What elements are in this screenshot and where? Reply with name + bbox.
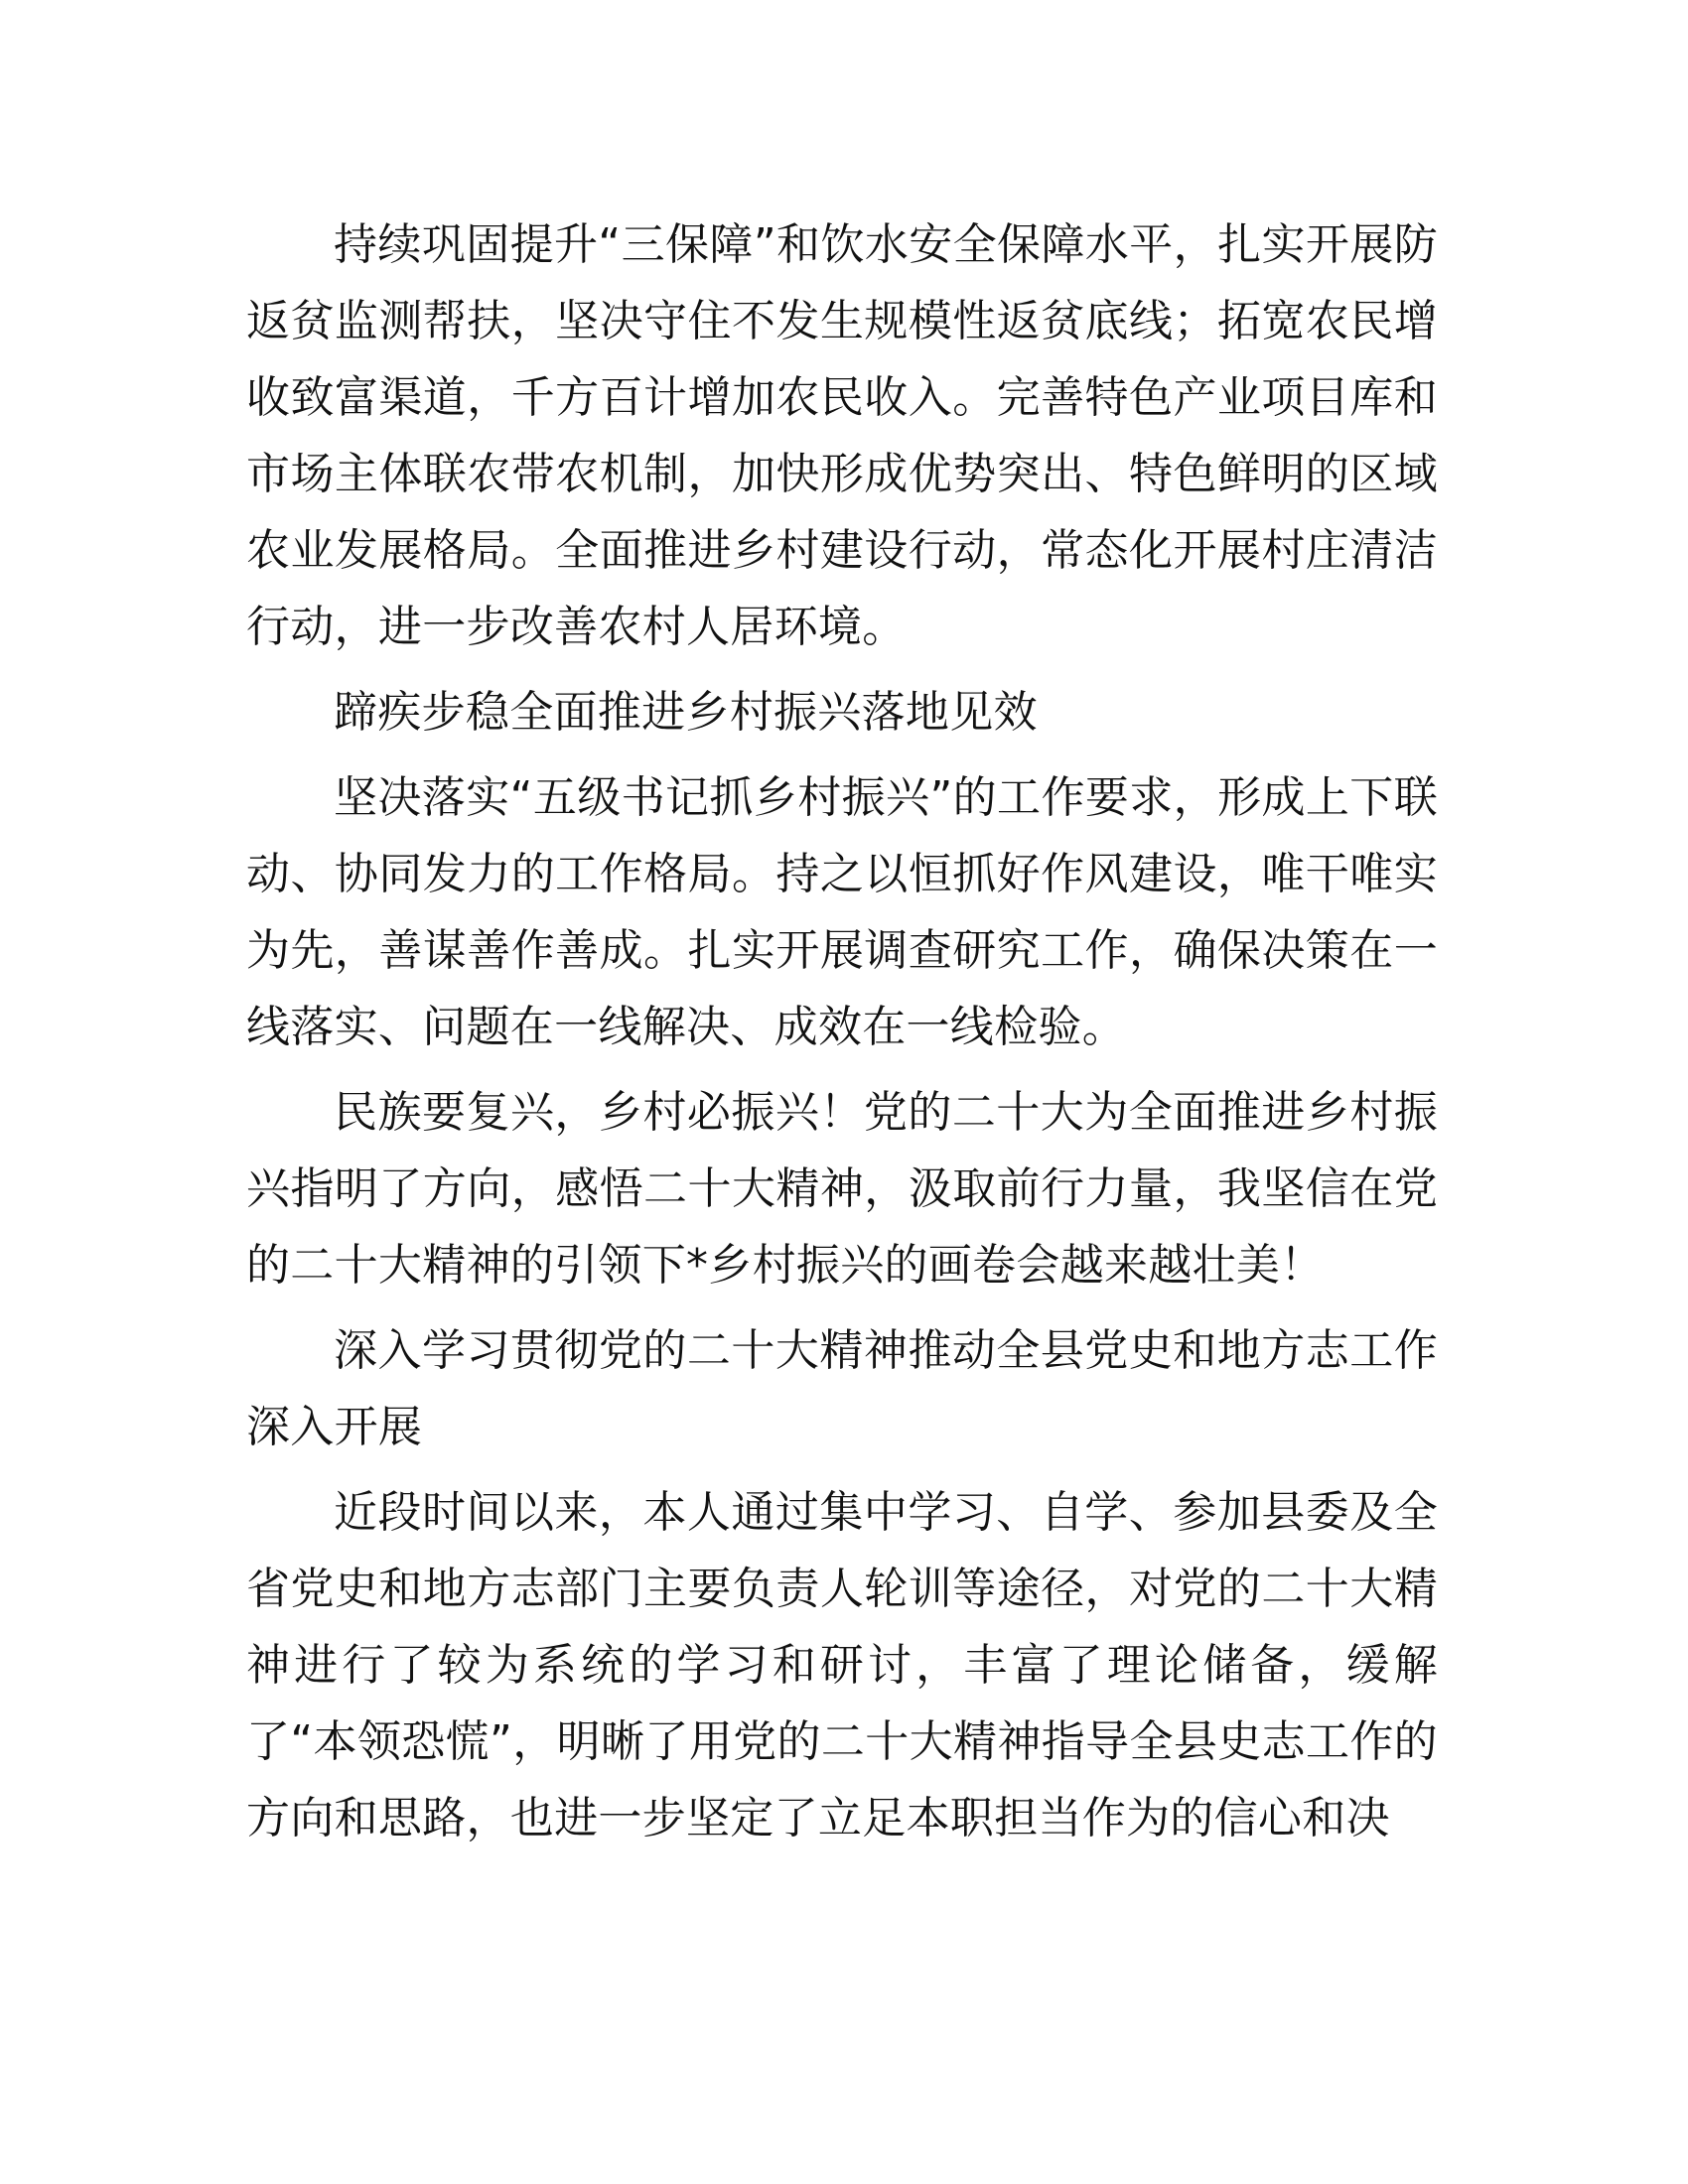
section-heading-rural-revitalization: 蹄疾步稳全面推进乡村振兴落地见效 <box>334 687 1038 738</box>
paragraph-five-level-secretaries: 坚决落实“五级书记抓乡村振兴”的工作要求，形成上下联动、协同发力的工作格局。持之以恒抓好作风建设，唯干唯实为先，善谋善作善成。扎实开展调查研究工作，确保决策在一线落实、问题在一线解决、成效在一线检验。 <box>246 772 1438 1052</box>
paragraph-recent-study: 近段时间以来，本人通过集中学习、自学、参加县委及全省党史和地方志部门主要负责人轮训等途径，对党的二十大精神进行了较为系统的学习和研讨，丰富了理论储备，缓解了“本领恐慌”，明晰了用党的二十大精神指导全县史志工作的方向和思路，也进一步坚定了立足本职担当作为的信心和决 <box>246 1487 1438 1843</box>
section-heading-party-history: 深入学习贯彻党的二十大精神推动全县党史和地方志工作深入开展 <box>246 1325 1438 1452</box>
document-body <box>246 206 1438 1865</box>
paragraph-consolidate-poverty: 持续巩固提升“三保障”和饮水安全保障水平，扎实开展防返贫监测帮扶，坚决守住不发生规模性返贫底线；拓宽农民增收致富渠道，千方百计增加农民收入。完善特色产业项目库和市场主体联农带农机制，加快形成优势突出、特色鲜明的区域农业发展格局。全面推进乡村建设行动，常态化开展村庄清洁行动，进一步改善农村人居环境。 <box>246 219 1438 652</box>
paragraph-national-rejuvenation: 民族要复兴，乡村必振兴！党的二十大为全面推进乡村振兴指明了方向，感悟二十大精神，汲取前行力量，我坚信在党的二十大精神的引领下*乡村振兴的画卷会越来越壮美！ <box>246 1087 1438 1291</box>
